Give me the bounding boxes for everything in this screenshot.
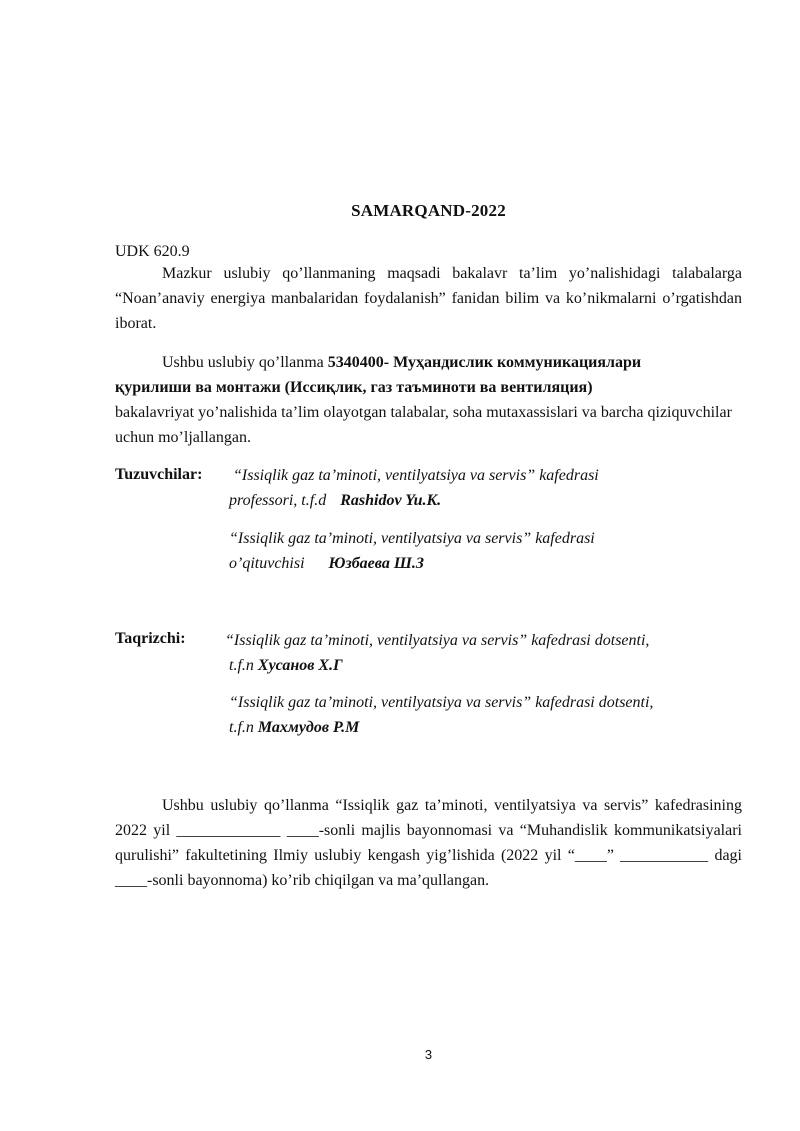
reviewer-name: Махмудов Р.М [257, 719, 360, 736]
reviewer-department: “Issiqlik gaz ta’minoti, ventilyatsiya va servis” kafedrasi dotsenti, [225, 632, 650, 649]
audience-line1 [115, 350, 742, 375]
page-title: SAMARQAND-2022 [351, 201, 506, 220]
compiler-title: professori, t.f.d [229, 492, 327, 509]
audience-rest: bakalavriyat yo’nalishida ta’lim olayotgan talabalar, soha mutaxassislari va barcha qiziquvchilar uchun mo’ljallangan. [115, 404, 732, 446]
reviewer-entry [225, 628, 650, 678]
audience-paragraph [115, 350, 742, 450]
compiler-department: “Issiqlik gaz ta’minoti, ventilyatsiya va servis” kafedrasi [229, 530, 595, 547]
compiler-entry [229, 463, 599, 513]
specialty-name: қурилиши ва монтажи (Иссиқлик, газ таъминоти ва вентиляция) [115, 379, 593, 396]
page-number: 3 [424, 1047, 433, 1062]
reviewers-label: Taqrizchi: [115, 630, 186, 647]
reviewer-entry [229, 690, 653, 740]
reviewer-name: Хусанов Х.Г [257, 657, 343, 674]
compiler-name: Юзбаева Ш.З [328, 555, 424, 572]
specialty-code: 5340400- Муҳандислик коммуникациялари [327, 354, 642, 371]
reviewer-department: “Issiqlik gaz ta’minoti, ventilyatsiya va servis” kafedrasi dotsenti, [229, 694, 654, 711]
reviewer-title: t.f.n [229, 719, 254, 736]
compiler-title: o’qituvchisi [229, 555, 305, 572]
purpose-paragraph: Mazkur uslubiy qo’llanmaning maqsadi bakalavr ta’lim yo’nalishidagi talabalarga “Noan’anaviy energiya manbalaridan foydalanish” fanidan bilim va ko’nikmalarni o’rgatishdan iborat. [115, 265, 742, 332]
compiler-entry [229, 526, 595, 576]
udk-code: UDK 620.9 [115, 243, 190, 260]
compiler-name: Rashidov Yu.K. [340, 492, 442, 509]
compiler-department: “Issiqlik gaz ta’minoti, ventilyatsiya va servis” kafedrasi [233, 467, 599, 484]
compilers-label: Tuzuvchilar: [115, 466, 203, 483]
audience-lead: Ushbu uslubiy qo’llanma [162, 354, 328, 371]
approval-paragraph: Ushbu uslubiy qo’llanma “Issiqlik gaz ta’minoti, ventilyatsiya va servis” kafedrasining 2022 yil _____________ ____-sonli majlis bayonnomasi va “Muhandislik kommunikatsiyalari qurulishi” fakultetining Ilmiy uslubiy kengash yig’lishida (2022 yil “____” ___________ dagi ____-sonli bayonnoma) ko’rib chiqilgan va ma’qullangan. [115, 797, 742, 889]
reviewer-title: t.f.n [229, 657, 254, 674]
